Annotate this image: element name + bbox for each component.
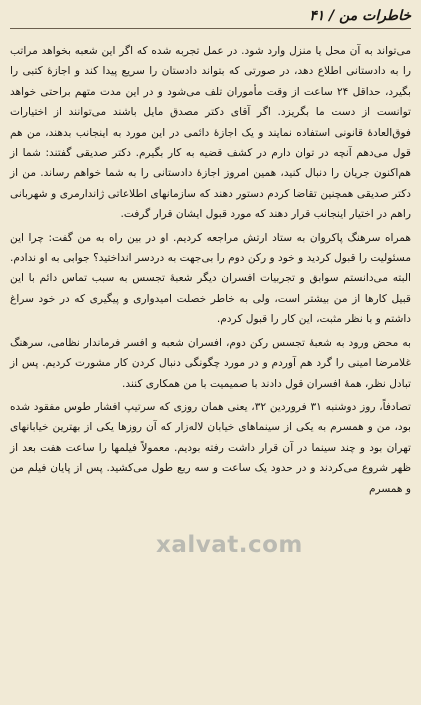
page-header-title: خاطرات من / ۴۱ bbox=[309, 8, 411, 24]
paragraph: به محض ورود به شعبهٔ تجسس رکن دوم، افسران شعبه و افسر فرماندار نظامی، سرهنگ غلامرضا امینی را گرد هم آوردم و در مورد چگونگی دنبال کردن کار مشورت کردیم. پس از تبادل نظر، همهٔ افسران قول دادند با صمیمیت با من همکاری کنند. bbox=[10, 336, 411, 390]
page-header bbox=[10, 4, 411, 29]
body-text bbox=[10, 41, 411, 499]
watermark: xalvat.com bbox=[156, 532, 303, 558]
paragraph: همراه سرهنگ پاکروان به ستاد ارتش مراجعه کردیم. او در بین راه به من گفت: چرا این مسئولیت را قبول کردید و خود و رکن دوم را بی‌جهت به دردسر انداختید؟ جوابی به او ندادم. البته می‌دانستم سوابق و تجربیات افسران دیگر شعبهٔ تجسس به سبب تماس دائم با این قبیل کارها از من بیشتر است، ولی به خاطر خصلت امیدواری و پیگیری که در خود سراغ داشتم و با نظر مثبت، این کار را قبول کردم. bbox=[10, 231, 411, 326]
paragraph: می‌تواند به آن محل یا منزل وارد شود. در عمل تجربه شده که اگر این شعبه بخواهد مراتب را به دادستانی اطلاع دهد، در صورتی که بتواند دادستان را سریع پیدا کند و اجازهٔ کتبی را بگیرد، حداقل ۲۴ ساعت از وقت مأموران تلف می‌شود و در این مدت متهم براحتی خواهد توانست از دست ما بگریزد. اگر آقای دکتر مصدق مایل باشند می‌توانند از اختیارات فوق‌العادهٔ قانونی استفاده نمایند و یک اجازهٔ دائمی در این مورد به اینجانب بدهند، من هم قول می‌دهم آنچه در توان دارم در کشف قضیه به کار بگیرم. دکتر صدیقی گفتند: شما از هم‌اکنون جریان را دنبال کنید، همین امروز اجازهٔ دادستانی را به شما خواهم رساند. من از دکتر صدیقی همچنین تقاضا کردم دستور دهند که سازمانهای اطلاعاتی ژاندارمری و شهربانی راهم در اختیار اینجانب قرار دهند که مورد قبول ایشان قرار گرفت. bbox=[10, 45, 411, 221]
paragraph: تصادفاً، روز دوشنبه ۳۱ فروردین ۳۲، یعنی همان روزی که سرتیپ افشار طوس مفقود شده بود، من و همسرم به یکی از سینماهای خیابان لاله‌زار که آن روزها یکی از بهترین خیابانهای تهران بود و چند سینما در آن قرار داشت رفته بودیم. معمولاً فیلمها را ساعت هفت بعد از ظهر شروع می‌کردند و در حدود یک ساعت و سه ربع طول می‌کشید. پس از پایان فیلم من و همسرم bbox=[10, 400, 411, 495]
